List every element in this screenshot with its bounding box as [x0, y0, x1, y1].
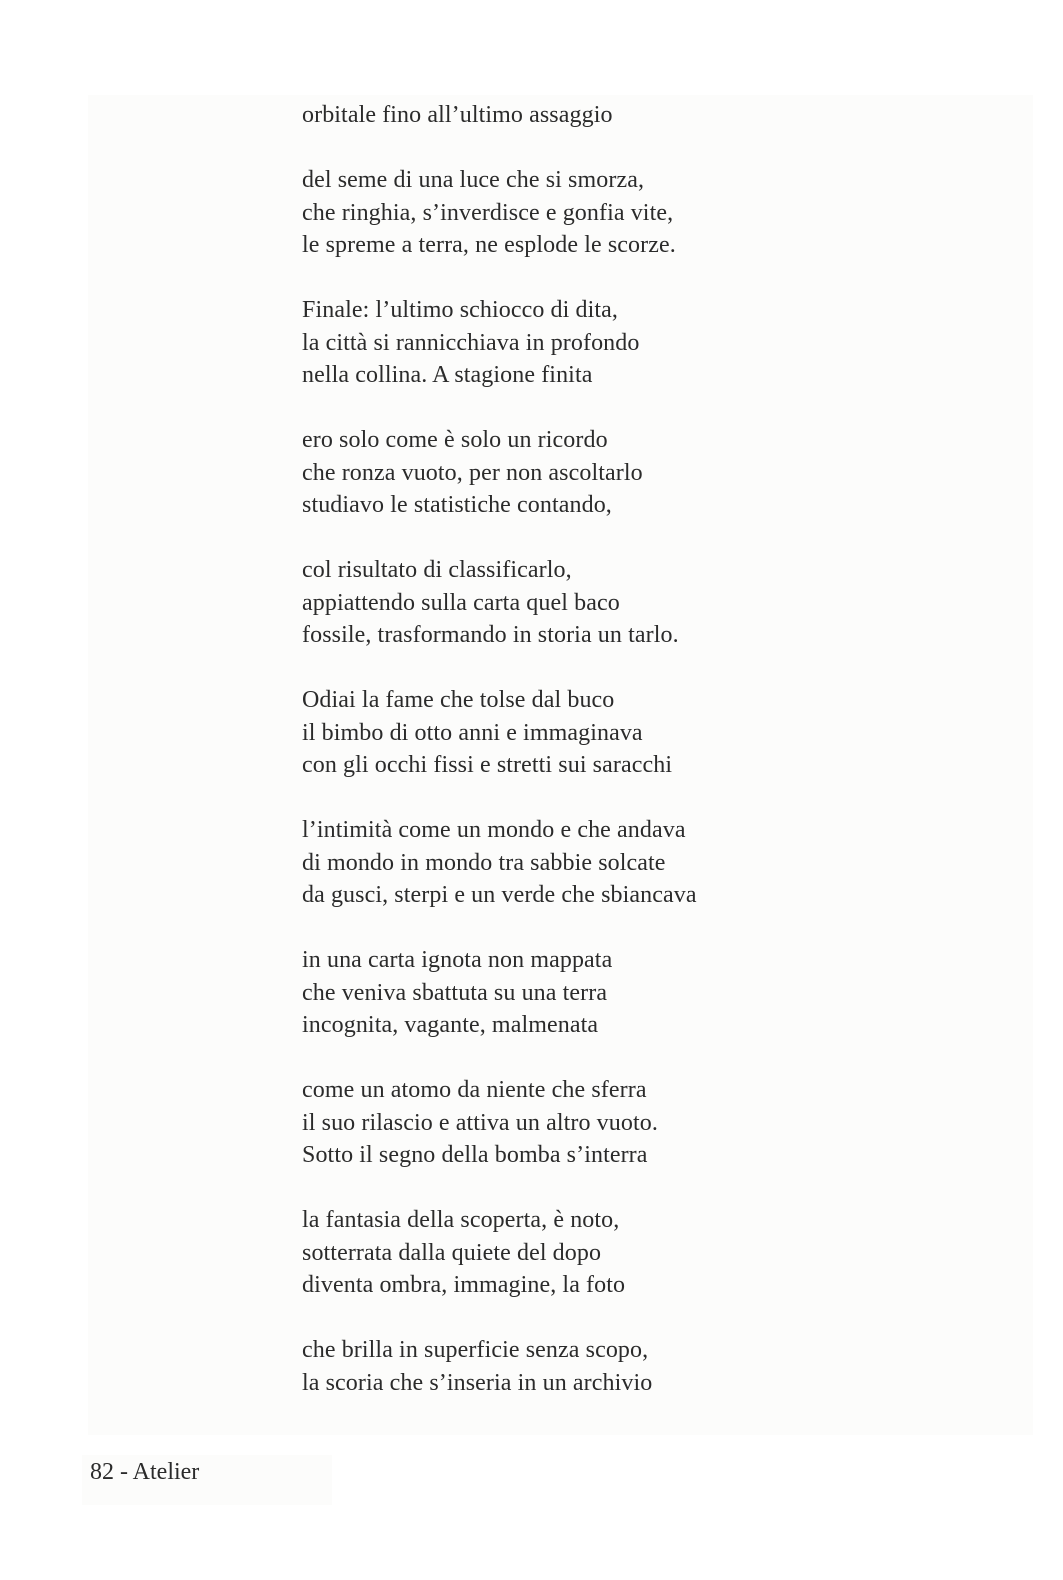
- poem-line: che ringhia, s’inverdisce e gonfia vite,: [302, 199, 674, 226]
- poem-line: Finale: l’ultimo schiocco di dita,: [302, 297, 619, 323]
- poem-line: col risultato di classificarlo,: [302, 557, 572, 583]
- poem-line: Sotto il segno della bomba s’interra: [302, 1142, 648, 1168]
- stanza: [302, 1204, 1022, 1302]
- poem-line: il bimbo di otto anni e immaginava: [302, 719, 643, 746]
- poem-line: del seme di una luce che si smorza,: [302, 167, 645, 193]
- stanza: [302, 164, 1022, 262]
- poem-line: la scoria che s’inseria in un archivio: [302, 1369, 653, 1396]
- stanza: [302, 814, 1022, 912]
- stanza: [302, 944, 1022, 1042]
- poem-line: le spreme a terra, ne esplode le scorze.: [302, 232, 676, 258]
- poem-line: che veniva sbattuta su una terra: [302, 979, 608, 1006]
- poem-line: come un atomo da niente che sferra: [302, 1077, 647, 1103]
- poem-line: di mondo in mondo tra sabbie solcate: [302, 849, 666, 876]
- stanza: [302, 294, 1022, 392]
- poem-line: che ronza vuoto, per non ascoltarlo: [302, 459, 643, 486]
- poem-line: la fantasia della scoperta, è noto,: [302, 1207, 620, 1233]
- poem-line: orbitale fino all’ultimo assaggio: [302, 102, 613, 128]
- poem-line: Odiai la fame che tolse dal buco: [302, 687, 615, 713]
- poem-line: fossile, trasformando in storia un tarlo.: [302, 622, 679, 648]
- poem-line: nella collina. A stagione finita: [302, 362, 593, 388]
- stanza: [302, 1334, 1022, 1399]
- poem-line: il suo rilascio e attiva un altro vuoto.: [302, 1109, 658, 1136]
- poem-body: [302, 99, 1022, 1432]
- poem-line: con gli occhi fissi e stretti sui saracchi: [302, 752, 673, 778]
- page-number-footer: 82 - Atelier: [90, 1459, 200, 1485]
- poem-line: sotterrata dalla quiete del dopo: [302, 1239, 602, 1266]
- poem-line: da gusci, sterpi e un verde che sbiancava: [302, 882, 697, 908]
- poem-line: ero solo come è solo un ricordo: [302, 427, 608, 453]
- poem-line: in una carta ignota non mappata: [302, 947, 613, 973]
- poem-line: diventa ombra, immagine, la foto: [302, 1272, 626, 1298]
- poem-line: appiattendo sulla carta quel baco: [302, 589, 620, 616]
- stanza: [302, 554, 1022, 652]
- stanza: [302, 1074, 1022, 1172]
- stanza: [302, 424, 1022, 522]
- poem-line: incognita, vagante, malmenata: [302, 1012, 599, 1038]
- stanza: [302, 684, 1022, 782]
- stanza: [302, 99, 1022, 132]
- poem-line: studiavo le statistiche contando,: [302, 492, 612, 518]
- poem-line: che brilla in superficie senza scopo,: [302, 1337, 649, 1363]
- poem-line: la città si rannicchiava in profondo: [302, 329, 640, 356]
- poem-line: l’intimità come un mondo e che andava: [302, 817, 686, 843]
